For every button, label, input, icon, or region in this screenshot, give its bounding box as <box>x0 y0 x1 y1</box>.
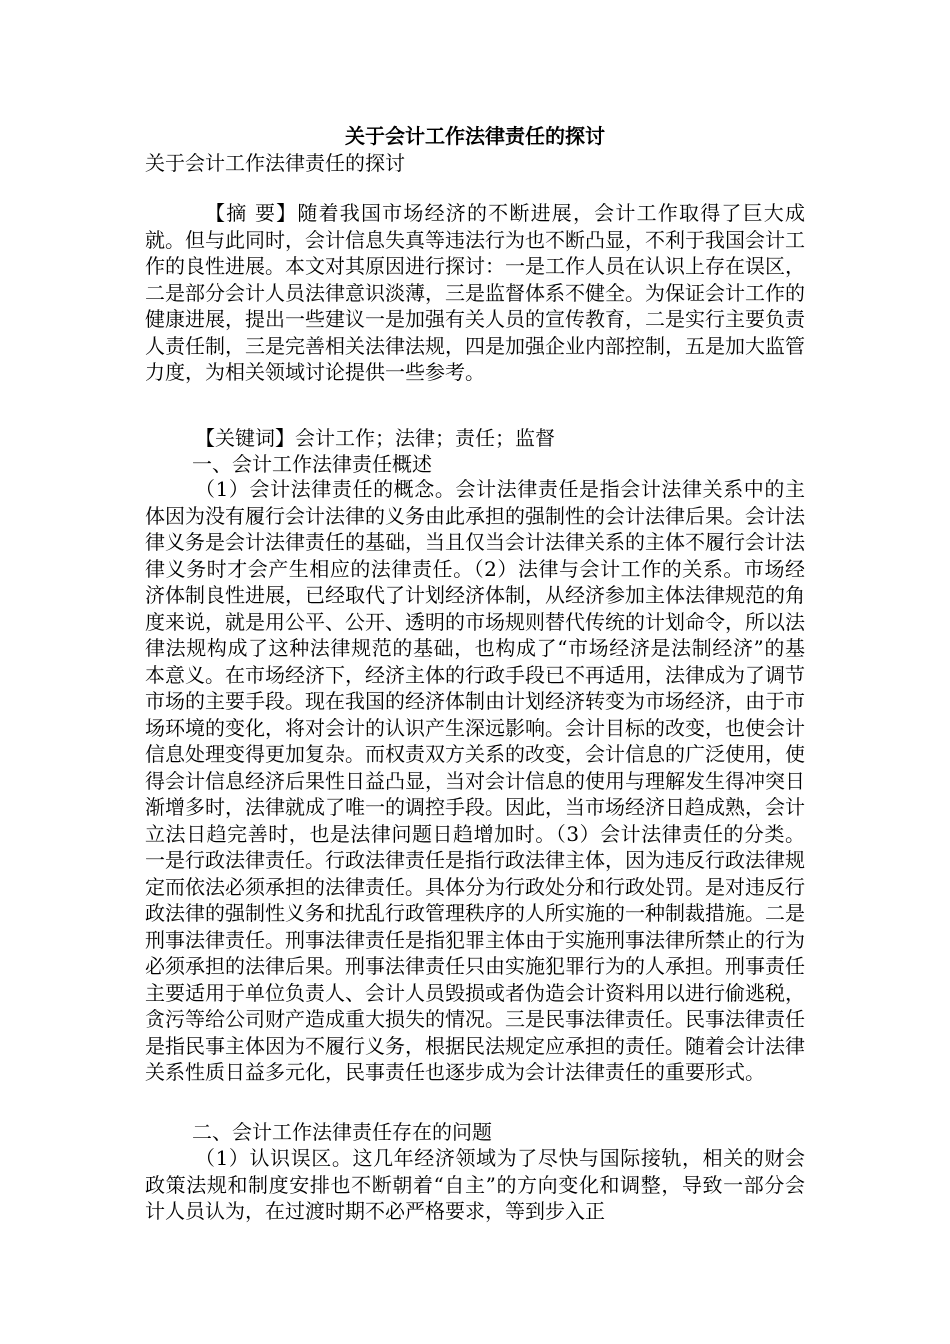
abstract-paragraph: 【摘 要】随着我国市场经济的不断进展，会计工作取得了巨大成就。但与此同时，会计信息失真等违法行为也不断凸显，不利于我国会计工作的良性进展。本文对其原因进行探讨：一是工作人员在认识上存在误区，二是部分会计人员法律意识淡薄，三是监督体系不健全。为保证会计工作的健康进展，提出一些建议一是加强有关人员的宣传教育，二是实行主要负责人责任制，三是完善相关法律法规，四是加强企业内部控制，五是加大监管力度，为相关领域讨论提供一些参考。 <box>145 201 805 384</box>
section-body-1: （1）会计法律责任的概念。会计法律责任是指会计法律关系中的主体因为没有履行会计法律的义务由此承担的强制性的会计法律后果。会计法律义务是会计法律责任的基础，当且仅当会计法律关系的主体不履行会计法律义务时才会产生相应的法律责任。（2）法律与会计工作的关系。市场经济体制良性进展，已经取代了计划经济体制，从经济参加主体法律规范的角度来说，就是用公平、公开、透明的市场规则替代传统的计划命令，所以法律法规构成了这种法律规范的基础，也构成了“市场经济是法制经济”的基本意义。在市场经济下，经济主体的行政手段已不再适用，法律成为了调节市场的主要手段。现在我国的经济体制由计划经济转变为市场经济，由于市场环境的变化，将对会计的认识产生深远影响。会计目标的改变，也使会计信息处理变得更加复杂。而权责双方关系的改变，会计信息的广泛使用，使得会计信息经济后果性日益凸显，当对会计信息的使用与理解发生得冲突日渐增多时，法律就成了唯一的调控手段。因此，当市场经济日趋成熟，会计立法日趋完善时，也是法律问题日趋增加时。（3）会计法律责任的分类。一是行政法律责任。行政法律责任是指行政法律主体，因为违反行政法律规定而依法必须承担的法律责任。具体分为行政处分和行政处罚。是对违反行政法律的强制性义务和扰乱行政管理秩序的人所实施的一种制裁措施。二是刑事法律责任。刑事法律责任是指犯罪主体由于实施刑事法律所禁止的行为必须承担的法律后果。刑事法律责任只由实施犯罪行为的人承担。刑事责任主要适用于单位负责人、会计人员毁损或者伪造会计资料用以进行偷逃税，贪污等给公司财产造成重大损失的情况。三是民事法律责任。民事法律责任是指民事主体因为不履行义务，根据民法规定应承担的责任。随着会计法律关系性质日益多元化，民事责任也逐步成为会计法律责任的重要形式。 <box>145 477 805 1084</box>
section-body-2: （1）认识误区。这几年经济领域为了尽快与国际接轨，相关的财会政策法规和制度安排也不断朝着“自主”的方向变化和调整，导致一部分会计人员认为，在过渡时期不必严格要求，等到步入正 <box>145 1146 805 1223</box>
document-title: 关于会计工作法律责任的探讨 <box>345 124 605 148</box>
section-heading-2: 二、会计工作法律责任存在的问题 <box>192 1120 492 1144</box>
keywords-line: 【关键词】会计工作；法律；责任；监督 <box>195 426 555 450</box>
section-heading-1: 一、会计工作法律责任概述 <box>192 452 432 476</box>
document-subtitle: 关于会计工作法律责任的探讨 <box>145 151 405 175</box>
